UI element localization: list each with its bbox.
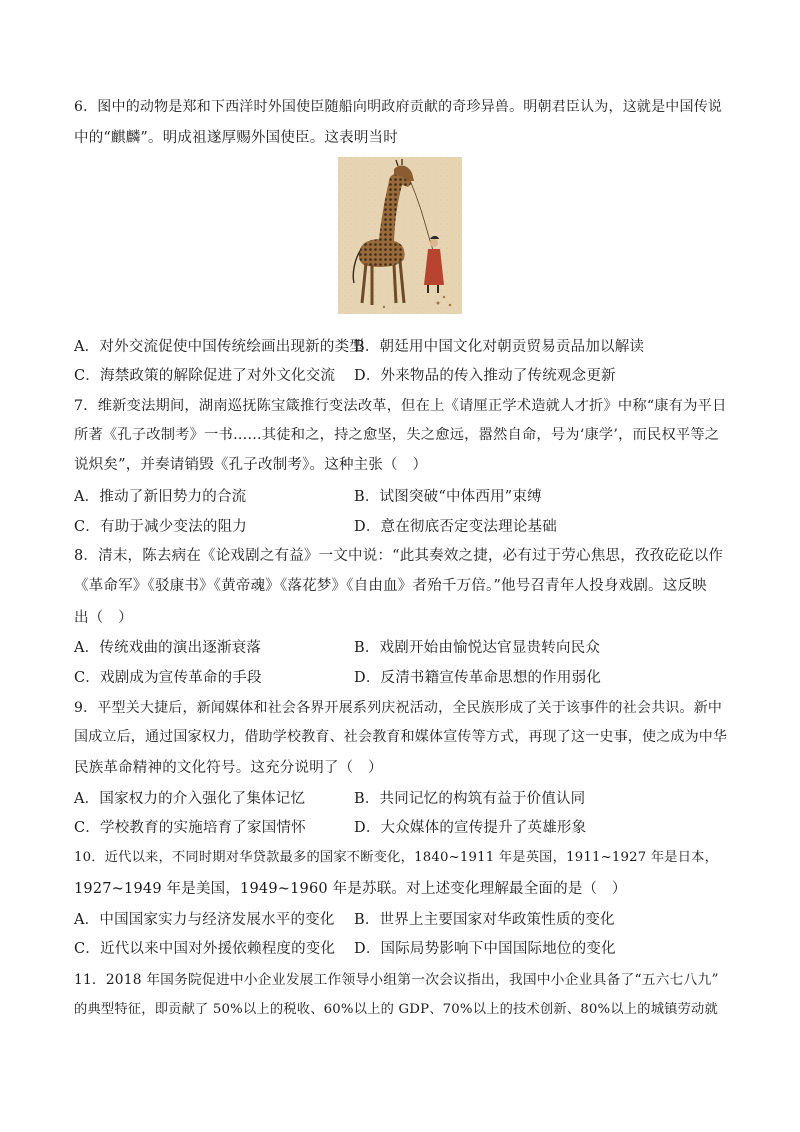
giraffe-painting-image (338, 157, 462, 314)
q8-option-c: C．戏剧成为宣传革命的手段 (74, 670, 262, 686)
q10-option-d: D．国际局势影响下中国国际地位的变化 (354, 941, 616, 957)
q9-option-a: A．国家权力的介入强化了集体记忆 (74, 791, 306, 807)
q10-option-b: B．世界上主要国家对华政策性质的变化 (354, 912, 615, 928)
q8-option-a: A．传统戏曲的演出逐渐衰落 (74, 640, 262, 656)
q7-option-d: D．意在彻底否定变法理论基础 (354, 519, 557, 535)
q9-option-d: D．大众媒体的宣传提升了英雄形象 (354, 820, 587, 836)
q9-option-b: B．共同记忆的构筑有益于价值认同 (354, 791, 586, 807)
q11-stem-line-1: 11．2018 年国务院促进中小企业发展工作领导小组第一次会议指出，我国中小企业具备了“五六七八九” (74, 972, 719, 988)
q8-stem-line-3: 出（ ） (74, 610, 133, 626)
q7-stem-line-3: 说炽矣”，并奏请销毁《孔子改制考》。这种主张（ ） (74, 457, 428, 473)
q7-stem-line-2: 所著《孔子改制考》一书……其徒和之，持之愈坚，失之愈远，嚣然自命，号为‘康学’，而民权平等之 (74, 427, 720, 443)
q6-stem-line-2: 中的“麒麟”。明成祖遂厚赐外国使臣。这表明当时 (74, 130, 398, 146)
q6-option-b: B．朝廷用中国文化对朝贡贸易贡品加以解读 (354, 339, 645, 355)
q10-option-a: A．中国国家实力与经济发展水平的变化 (74, 912, 335, 928)
q10-option-c: C．近代以来中国对外援依赖程度的变化 (74, 941, 336, 957)
q7-option-c: C．有助于减少变法的阻力 (74, 519, 247, 535)
q7-stem-line-1: 7．维新变法期间，湖南巡抚陈宝箴推行变法改革，但在上《请厘正学术造就人才折》中称“康有为平日 (74, 398, 727, 414)
q6-option-c: C．海禁政策的解除促进了对外文化交流 (74, 368, 336, 384)
q9-stem-line-3: 民族革命精神的文化符号。这充分说明了（ ） (74, 760, 383, 776)
q9-option-c: C．学校教育的实施培育了家国情怀 (74, 820, 306, 836)
q7-option-b: B．试图突破“中体西用”束缚 (354, 489, 542, 505)
q6-stem-line-1: 6．图中的动物是郑和下西洋时外国使臣随船向明政府贡献的奇珍异兽。明朝君臣认为，这就是中国传说 (74, 99, 723, 115)
q8-option-d: D．反清书籍宣传革命思想的作用弱化 (354, 670, 602, 686)
q7-option-a: A．推动了新旧势力的合流 (74, 489, 247, 505)
q8-stem-line-2: 《革命军》《驳康书》《黄帝魂》《落花梦》《自由血》者殆千万倍。”他号召青年人投身戏剧。这反映 (74, 578, 707, 594)
q9-stem-line-1: 9．平型关大捷后，新闻媒体和社会各界开展系列庆祝活动，全民族形成了关于该事件的社会共识。新中 (74, 700, 723, 716)
q6-option-d: D．外来物品的传入推动了传统观念更新 (354, 368, 616, 384)
q6-option-a: A．对外交流促使中国传统绘画出现新的类型 (74, 339, 364, 355)
q10-stem-line-1: 10．近代以来，不同时期对华贷款最多的国家不断变化，1840~1911 年是英国，1911~1927 年是日本， (74, 850, 719, 865)
q11-stem-line-2: 的典型特征，即贡献了 50%以上的税收、60%以上的 GDP、70%以上的技术创新、80%以上的城镇劳动就 (74, 1002, 718, 1017)
q10-stem-line-2: 1927~1949 年是美国，1949~1960 年是苏联。对上述变化理解最全面的是（ ） (74, 881, 627, 897)
q8-stem-line-1: 8．清末，陈去病在《论戏剧之有益》一文中说：“此其奏效之捷，必有过于劳心焦思，孜孜矻矻以作 (74, 548, 724, 564)
giraffe-painting-icon (338, 157, 462, 314)
q9-stem-line-2: 国成立后，通过国家权力，借助学校教育、社会教育和媒体宣传等方式，再现了这一史事，使之成为中华 (74, 729, 728, 745)
q8-option-b: B．戏剧开始由愉悦达官显贵转向民众 (354, 640, 601, 656)
